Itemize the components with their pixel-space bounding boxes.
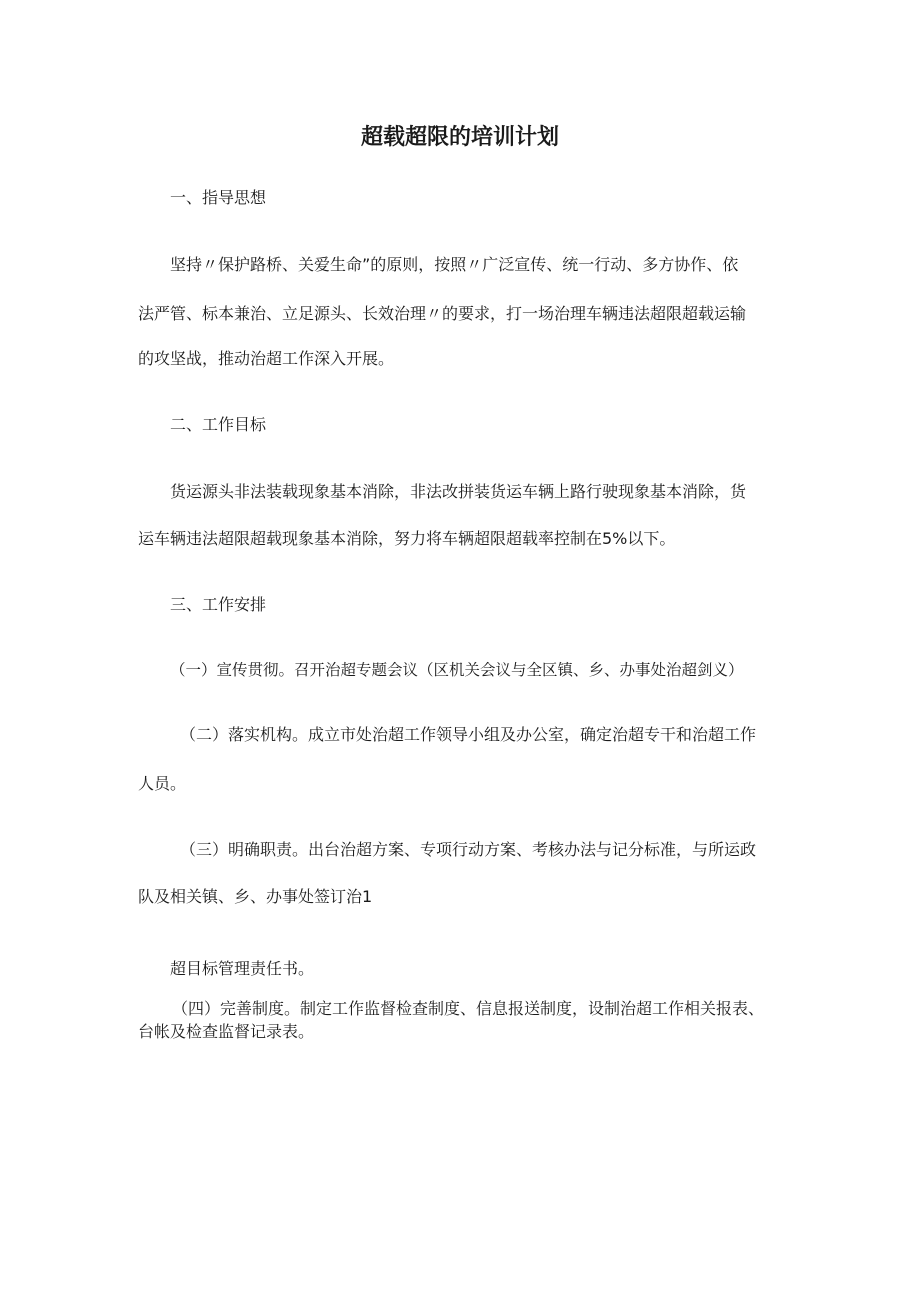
paragraph-line: 的攻坚战，推动治超工作深入开展。 [138, 349, 395, 368]
paragraph-line: 法严管、标本兼治、立足源头、长效治理〃的要求，打一场治理车辆违法超限超载运输 [138, 304, 747, 323]
section-heading-work-goal: 二、工作目标 [170, 415, 267, 434]
arrangement-item-2: （二）落实机构。成立市处治超工作领导小组及办公室，确定治超专干和治超工作 [180, 725, 757, 744]
page-title: 超载超限的培训计划 [360, 125, 559, 150]
arrangement-item-4: （四）完善制度。制定工作监督检查制度、信息报送制度，设制治超工作相关报表、 [172, 999, 765, 1018]
paragraph-line: 台帐及检查监督记录表。 [138, 1022, 315, 1041]
paragraph-line: 坚持〃保护路桥、关爱生命”的原则，按照〃广泛宣传、统一行动、多方协作、依 [170, 255, 739, 274]
section-heading-work-arrangement: 三、工作安排 [170, 595, 267, 614]
arrangement-item-3: （三）明确职责。出台治超方案、专项行动方案、考核办法与记分标准，与所运政 [180, 840, 757, 859]
section-heading-guiding-thought: 一、指导思想 [170, 188, 267, 207]
paragraph-line: 队及相关镇、乡、办事处签订治1 [138, 887, 373, 906]
paragraph-line: 超目标管理责任书。 [170, 959, 315, 978]
paragraph-line: 运车辆违法超限超载现象基本消除，努力将车辆超限超载率控制在5%以下。 [138, 529, 676, 548]
arrangement-item-1: （一）宣传贯彻。召开治超专题会议（区机关会议与全区镇、乡、办事处治超剑义） [170, 661, 744, 679]
paragraph-line: 人员。 [138, 774, 187, 793]
paragraph-line: 货运源头非法装载现象基本消除，非法改拼装货运车辆上路行驶现象基本消除，货 [170, 482, 747, 501]
